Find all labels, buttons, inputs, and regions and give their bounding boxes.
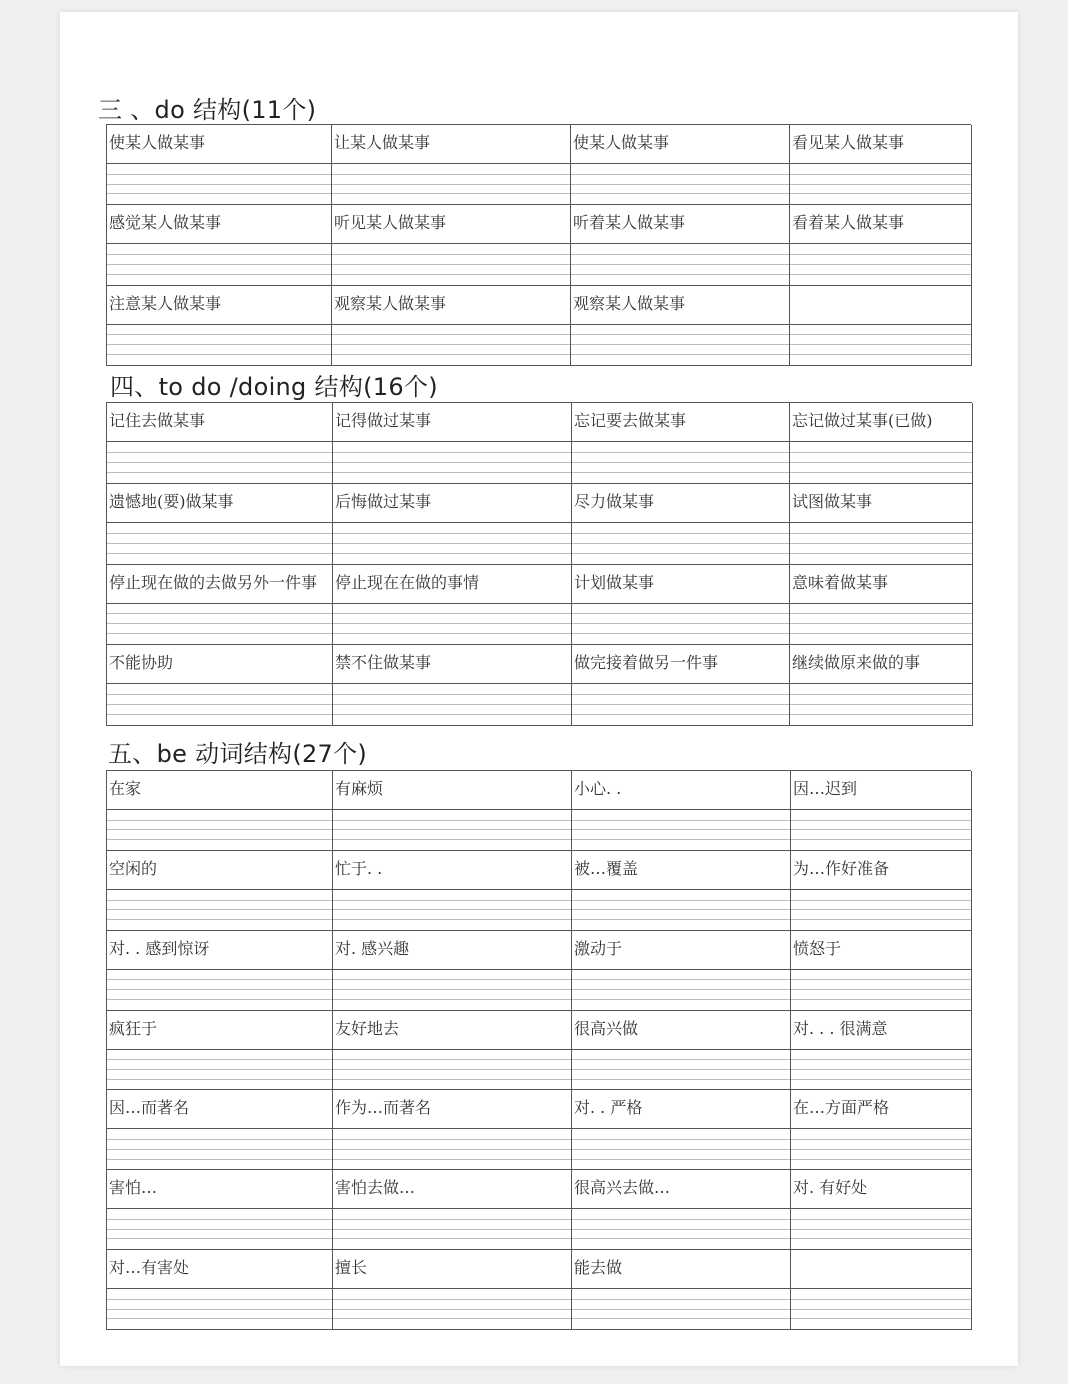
cell-prompt: 遗憾地(要)做某事 bbox=[107, 484, 332, 523]
table-cell bbox=[790, 645, 973, 726]
cell-prompt: 听见某人做某事 bbox=[332, 205, 570, 244]
answer-lines bbox=[571, 164, 789, 204]
answer-lines bbox=[790, 604, 972, 645]
answer-lines bbox=[333, 684, 571, 725]
answer-lines bbox=[333, 1050, 571, 1090]
table-cell bbox=[333, 565, 572, 646]
cell-prompt: 不能协助 bbox=[107, 645, 332, 684]
answer-lines bbox=[572, 1129, 790, 1169]
cell-prompt: 忙于. . bbox=[333, 851, 571, 890]
answer-lines bbox=[791, 890, 971, 930]
table-cell bbox=[333, 931, 572, 1011]
cell-prompt: 继续做原来做的事 bbox=[790, 645, 972, 684]
answer-lines bbox=[332, 164, 570, 204]
cell-prompt: 擅长 bbox=[333, 1250, 571, 1289]
cell-prompt: 停止现在做的去做另外一件事 bbox=[107, 565, 332, 604]
table-cell bbox=[572, 645, 790, 726]
table-cell bbox=[107, 403, 333, 484]
answer-lines bbox=[107, 325, 331, 365]
cell-prompt: 作为…而著名 bbox=[333, 1090, 571, 1129]
answer-lines bbox=[791, 970, 971, 1010]
answer-lines bbox=[107, 164, 331, 204]
answer-lines bbox=[790, 684, 972, 725]
table-cell bbox=[572, 565, 790, 646]
table-cell bbox=[572, 1011, 791, 1091]
cell-prompt: 观察某人做某事 bbox=[571, 286, 789, 325]
answer-lines bbox=[333, 442, 571, 483]
cell-prompt: 愤怒于 bbox=[791, 931, 971, 970]
cell-prompt: 使某人做某事 bbox=[107, 125, 331, 164]
cell-prompt: 试图做某事 bbox=[790, 484, 972, 523]
answer-lines bbox=[572, 970, 790, 1010]
table-to-do-doing-structures bbox=[106, 402, 972, 726]
cell-prompt: 记得做过某事 bbox=[333, 403, 571, 442]
cell-prompt: 忘记做过某事(已做) bbox=[790, 403, 972, 442]
answer-lines bbox=[107, 523, 332, 564]
cell-prompt: 对. . 感到惊讶 bbox=[107, 931, 332, 970]
cell-prompt: 对…有害处 bbox=[107, 1250, 332, 1289]
answer-lines bbox=[333, 523, 571, 564]
cell-prompt: 对. . . 很满意 bbox=[791, 1011, 971, 1050]
section-title-do: 三 、do 结构(11个) bbox=[98, 96, 317, 124]
cell-prompt: 观察某人做某事 bbox=[332, 286, 570, 325]
table-cell bbox=[333, 484, 572, 565]
answer-lines bbox=[791, 1209, 971, 1249]
table-cell bbox=[333, 1011, 572, 1091]
table-cell bbox=[790, 403, 973, 484]
cell-prompt: 做完接着做另一件事 bbox=[572, 645, 789, 684]
answer-lines bbox=[571, 244, 789, 284]
cell-prompt: 害怕去做… bbox=[333, 1170, 571, 1209]
answer-lines bbox=[791, 1289, 971, 1329]
cell-prompt: 在家 bbox=[107, 771, 332, 810]
cell-prompt: 在…方面严格 bbox=[791, 1090, 971, 1129]
cell-prompt: 禁不住做某事 bbox=[333, 645, 571, 684]
table-cell bbox=[107, 771, 333, 851]
cell-prompt: 让某人做某事 bbox=[332, 125, 570, 164]
table-cell bbox=[572, 931, 791, 1011]
table-cell bbox=[790, 286, 972, 366]
cell-prompt: 意味着做某事 bbox=[790, 565, 972, 604]
answer-lines bbox=[791, 1050, 971, 1090]
table-cell bbox=[791, 1090, 972, 1170]
answer-lines bbox=[107, 1289, 332, 1329]
answer-lines bbox=[333, 810, 571, 850]
answer-lines bbox=[572, 1289, 790, 1329]
answer-lines bbox=[572, 1050, 790, 1090]
cell-prompt: 有麻烦 bbox=[333, 771, 571, 810]
cell-prompt: 被…覆盖 bbox=[572, 851, 790, 890]
cell-prompt: 为…作好准备 bbox=[791, 851, 971, 890]
table-cell bbox=[107, 286, 332, 366]
answer-lines bbox=[333, 890, 571, 930]
cell-prompt: 激动于 bbox=[572, 931, 790, 970]
table-cell bbox=[107, 565, 333, 646]
answer-lines bbox=[107, 810, 332, 850]
table-cell bbox=[333, 645, 572, 726]
answer-lines bbox=[572, 684, 789, 725]
answer-lines bbox=[107, 1209, 332, 1249]
table-cell bbox=[572, 484, 790, 565]
table-cell bbox=[332, 125, 571, 205]
worksheet-page bbox=[60, 12, 1018, 1366]
table-cell bbox=[333, 851, 572, 931]
cell-prompt: 感觉某人做某事 bbox=[107, 205, 331, 244]
answer-lines bbox=[107, 442, 332, 483]
answer-lines bbox=[790, 325, 971, 365]
answer-lines bbox=[571, 325, 789, 365]
table-cell bbox=[107, 1170, 333, 1250]
section-title-to-do-doing: 四、to do /doing 结构(16个) bbox=[110, 373, 438, 401]
answer-lines bbox=[333, 970, 571, 1010]
answer-lines bbox=[790, 442, 972, 483]
cell-prompt: 听着某人做某事 bbox=[571, 205, 789, 244]
cell-prompt: 计划做某事 bbox=[572, 565, 789, 604]
table-cell bbox=[790, 125, 972, 205]
answer-lines bbox=[572, 442, 789, 483]
table-cell bbox=[107, 205, 332, 285]
cell-prompt: 后悔做过某事 bbox=[333, 484, 571, 523]
cell-prompt: 记住去做某事 bbox=[107, 403, 332, 442]
table-cell bbox=[333, 1170, 572, 1250]
answer-lines bbox=[572, 523, 789, 564]
cell-prompt bbox=[790, 286, 971, 325]
table-cell bbox=[790, 484, 973, 565]
answer-lines bbox=[572, 890, 790, 930]
table-cell bbox=[572, 771, 791, 851]
table-cell bbox=[571, 125, 790, 205]
answer-lines bbox=[791, 1129, 971, 1169]
table-cell bbox=[791, 851, 972, 931]
cell-prompt: 忘记要去做某事 bbox=[572, 403, 789, 442]
answer-lines bbox=[572, 604, 789, 645]
table-cell bbox=[572, 1250, 791, 1330]
answer-lines bbox=[333, 1129, 571, 1169]
cell-prompt: 害怕… bbox=[107, 1170, 332, 1209]
answer-lines bbox=[572, 810, 790, 850]
cell-prompt: 注意某人做某事 bbox=[107, 286, 331, 325]
cell-prompt: 看着某人做某事 bbox=[790, 205, 971, 244]
table-cell bbox=[790, 205, 972, 285]
answer-lines bbox=[107, 970, 332, 1010]
answer-lines bbox=[333, 1289, 571, 1329]
answer-lines bbox=[333, 1209, 571, 1249]
answer-lines bbox=[107, 244, 331, 284]
table-do-structures bbox=[106, 124, 971, 366]
cell-prompt: 看见某人做某事 bbox=[790, 125, 971, 164]
cell-prompt: 空闲的 bbox=[107, 851, 332, 890]
table-be-verb-structures bbox=[106, 770, 971, 1330]
cell-prompt: 对. 有好处 bbox=[791, 1170, 971, 1209]
answer-lines bbox=[332, 325, 570, 365]
table-cell bbox=[571, 205, 790, 285]
answer-lines bbox=[790, 523, 972, 564]
answer-lines bbox=[107, 1129, 332, 1169]
cell-prompt: 很高兴做 bbox=[572, 1011, 790, 1050]
table-cell bbox=[107, 931, 333, 1011]
answer-lines bbox=[790, 244, 971, 284]
cell-prompt: 对. . 严格 bbox=[572, 1090, 790, 1129]
table-cell bbox=[333, 1250, 572, 1330]
cell-prompt: 小心. . bbox=[572, 771, 790, 810]
answer-lines bbox=[333, 604, 571, 645]
table-cell bbox=[107, 851, 333, 931]
cell-prompt: 对. 感兴趣 bbox=[333, 931, 571, 970]
table-cell bbox=[107, 1011, 333, 1091]
table-cell bbox=[107, 645, 333, 726]
table-cell bbox=[790, 565, 973, 646]
answer-lines bbox=[107, 604, 332, 645]
answer-lines bbox=[572, 1209, 790, 1249]
answer-lines bbox=[332, 244, 570, 284]
cell-prompt: 使某人做某事 bbox=[571, 125, 789, 164]
cell-prompt: 疯狂于 bbox=[107, 1011, 332, 1050]
cell-prompt: 因…迟到 bbox=[791, 771, 971, 810]
cell-prompt: 尽力做某事 bbox=[572, 484, 789, 523]
table-cell bbox=[791, 1250, 972, 1330]
answer-lines bbox=[791, 810, 971, 850]
table-cell bbox=[571, 286, 790, 366]
table-cell bbox=[107, 125, 332, 205]
cell-prompt bbox=[791, 1250, 971, 1289]
table-cell bbox=[333, 1090, 572, 1170]
table-cell bbox=[332, 205, 571, 285]
section-title-be-verb: 五、be 动词结构(27个) bbox=[108, 740, 368, 768]
table-cell bbox=[572, 1170, 791, 1250]
table-cell bbox=[791, 1011, 972, 1091]
table-cell bbox=[572, 851, 791, 931]
cell-prompt: 因…而著名 bbox=[107, 1090, 332, 1129]
table-cell bbox=[572, 1090, 791, 1170]
table-cell bbox=[333, 403, 572, 484]
table-cell bbox=[791, 771, 972, 851]
cell-prompt: 能去做 bbox=[572, 1250, 790, 1289]
cell-prompt: 很高兴去做… bbox=[572, 1170, 790, 1209]
answer-lines bbox=[107, 1050, 332, 1090]
answer-lines bbox=[790, 164, 971, 204]
table-cell bbox=[791, 1170, 972, 1250]
table-cell bbox=[332, 286, 571, 366]
cell-prompt: 停止现在在做的事情 bbox=[333, 565, 571, 604]
cell-prompt: 友好地去 bbox=[333, 1011, 571, 1050]
table-cell bbox=[107, 1090, 333, 1170]
table-cell bbox=[107, 1250, 333, 1330]
answer-lines bbox=[107, 684, 332, 725]
table-cell bbox=[333, 771, 572, 851]
table-cell bbox=[107, 484, 333, 565]
table-cell bbox=[572, 403, 790, 484]
answer-lines bbox=[107, 890, 332, 930]
table-cell bbox=[791, 931, 972, 1011]
